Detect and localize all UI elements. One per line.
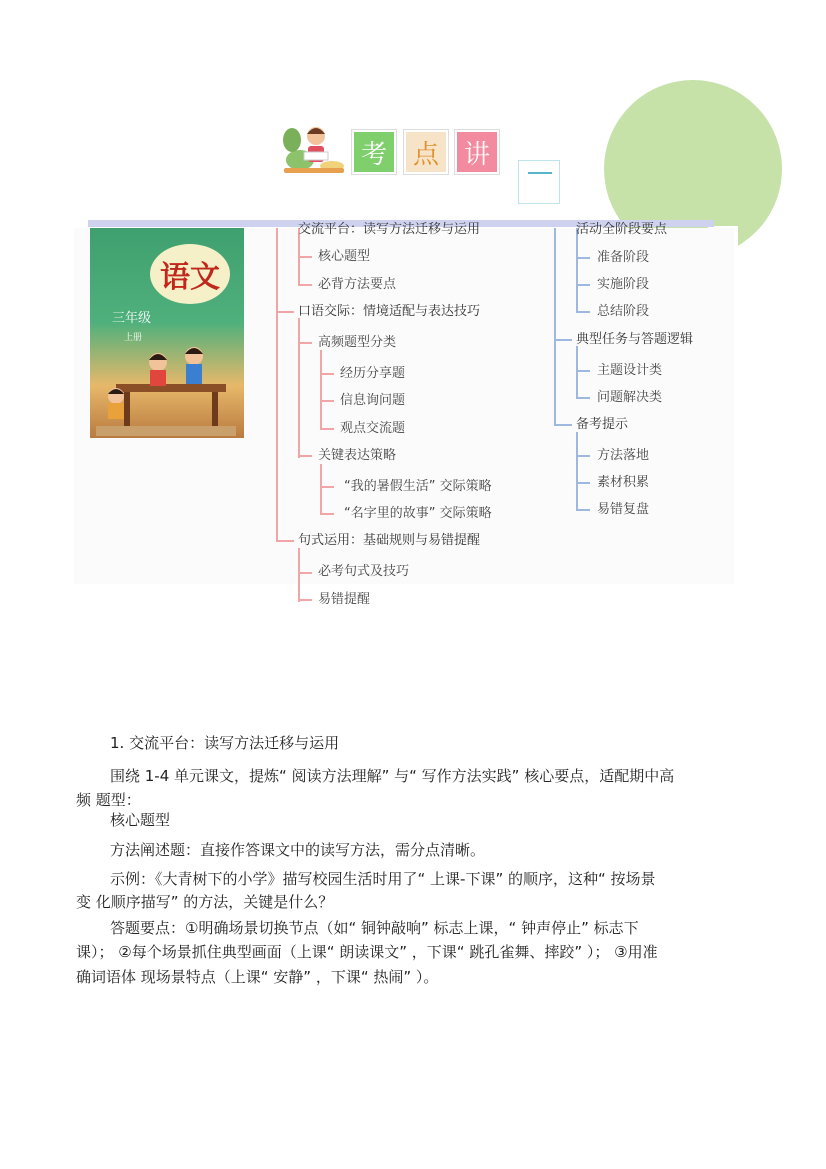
branch-tick <box>320 486 334 488</box>
mindmap-node: 方法落地 <box>597 448 650 463</box>
mindmap-node: 易错复盘 <box>597 502 650 517</box>
mindmap-node: 关键表达策略 <box>318 448 397 463</box>
book-grade: 三年级 <box>112 311 152 326</box>
header-char-jiang: 讲 <box>455 130 499 174</box>
branch-tick <box>298 284 312 286</box>
mindmap-node: 典型任务与答题逻辑 <box>576 332 694 347</box>
branch-tick <box>298 342 312 344</box>
branch-tick <box>320 428 334 430</box>
paragraph-line: 课）； ②每个场景抓住典型画面（上课“ 朗读课文” ，下课“ 跳孔雀舞、摔跤” ）； ③用准 <box>76 943 658 961</box>
branch-tick <box>576 284 590 286</box>
branch-line <box>320 464 322 514</box>
mindmap-node: 易错提醒 <box>318 592 371 607</box>
branch-tick <box>554 339 572 341</box>
branch-tick <box>576 482 590 484</box>
branch-line <box>576 228 578 312</box>
mindmap-node: “名字里的故事” 交际策略 <box>344 506 492 521</box>
paragraph-line: 变 化顺序描写” 的方法，关键是什么？ <box>76 893 334 911</box>
branch-tick <box>298 455 312 457</box>
section-heading: 1. 交流平台：读写方法迁移与运用 <box>110 734 340 752</box>
mindmap-node: 高频题型分类 <box>318 335 397 350</box>
decorative-box <box>518 160 560 204</box>
mindmap-node: 实施阶段 <box>597 277 650 292</box>
branch-line <box>298 318 300 458</box>
branch-tick <box>276 540 294 542</box>
mindmap-node: 备考提示 <box>576 417 629 432</box>
branch-tick <box>576 311 590 313</box>
branch-tick <box>298 599 312 601</box>
mindmap-node: “我的暑假生活” 交际策略 <box>344 479 492 494</box>
header-char-dian: 点 <box>404 130 448 174</box>
paragraph-line: 确词语体 现场景特点（上课“ 安静” ，下课“ 热闹” ）。 <box>76 968 439 986</box>
branch-line <box>576 432 578 510</box>
mindmap-node: 必考句式及技巧 <box>318 564 410 579</box>
mindmap-node: 信息询问题 <box>340 393 406 408</box>
paragraph-line: 围绕 1-4 单元课文，提炼“ 阅读方法理解” 与“ 写作方法实践” 核心要点，适配期中高 <box>110 767 675 785</box>
mindmap-node: 口语交际：情境适配与表达技巧 <box>298 304 481 319</box>
mindmap-node: 必背方法要点 <box>318 277 397 292</box>
branch-tick <box>298 572 312 574</box>
branch-tick <box>320 373 334 375</box>
children-illustration <box>96 340 236 436</box>
book-volume: 上册 <box>124 333 143 343</box>
branch-line <box>576 346 578 398</box>
branch-tick <box>298 256 312 258</box>
mindmap-node: 问题解决类 <box>597 390 663 405</box>
mindmap-node-cut <box>576 222 667 228</box>
branch-line <box>320 350 322 430</box>
paragraph-line: 示例：《大青树下的小学》描写校园生活时用了“ 上课-下课” 的顺序，这种“ 按场景 <box>110 870 656 888</box>
branch-tick <box>576 455 590 457</box>
branch-tick <box>576 509 590 511</box>
branch-tick <box>320 400 334 402</box>
mindmap-node: 总结阶段 <box>597 304 650 319</box>
branch-tick <box>576 370 590 372</box>
branch-tick <box>276 311 294 313</box>
mindmap-node: 素材积累 <box>597 475 650 490</box>
book-title: 语文 <box>150 244 230 304</box>
paragraph-line: 方法阐述题：直接作答课文中的读写方法，需分点清晰。 <box>110 841 486 859</box>
paragraph-line: 答题要点：①明确场景切换节点（如“ 铜钟敲响” 标志上课，“ 钟声停止” 标志下 <box>110 919 639 937</box>
branch-tick <box>576 397 590 399</box>
mindmap-node: 观点交流题 <box>340 421 406 436</box>
mindmap-node-cut <box>298 222 480 228</box>
branch-line <box>298 548 300 602</box>
reading-child-icon <box>280 120 346 176</box>
header-char-kao: 考 <box>352 130 396 174</box>
decorative-dash <box>528 172 552 174</box>
paragraph-line: 频 题型： <box>76 791 141 809</box>
mindmap-node: 经历分享题 <box>340 366 406 381</box>
left-trunk-line <box>276 228 278 540</box>
mindmap-node: 主题设计类 <box>597 363 663 378</box>
mindmap-node: 准备阶段 <box>597 250 650 265</box>
branch-tick <box>576 257 590 259</box>
sub-heading: 核心题型 <box>110 811 171 829</box>
mindmap-node: 句式运用：基础规则与易错提醒 <box>298 533 481 548</box>
mindmap-node: 核心题型 <box>318 249 371 264</box>
branch-tick <box>320 513 334 515</box>
right-trunk-line <box>554 228 556 424</box>
branch-tick <box>554 424 572 426</box>
